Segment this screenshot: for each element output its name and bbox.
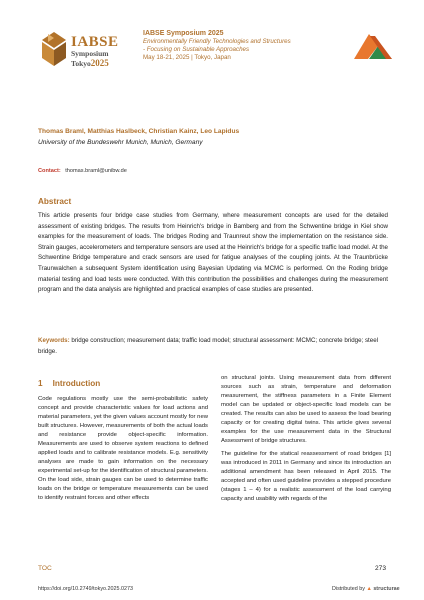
logo-year-text: 2025 — [90, 57, 109, 68]
right-column — [221, 374, 391, 508]
left-column — [38, 395, 208, 507]
author-list: Thomas Braml, Matthias Haslbeck, Christian Kainz, Leo Lapidus — [38, 128, 240, 135]
doi-link[interactable]: https://doi.org/10.2749/tokyo.2025.0273 — [38, 586, 134, 592]
logo-subtext — [71, 50, 109, 68]
keywords-label: Keywords: — [38, 337, 70, 344]
conference-date: May 18-21, 2025 | Tokyo, Japan — [143, 54, 231, 61]
toc-link[interactable]: TOC — [38, 565, 52, 572]
logo-iabse-text: IABSE — [71, 34, 119, 50]
affiliation: University of the Bundeswehr Munich, Munich, Germany — [38, 139, 203, 146]
section-title: Introduction — [52, 379, 101, 388]
intro-paragraph-2: on structural joints. Using measurement data from different sources such as strain, temperature and deformation measurement, the stiffness parameters in a Finite Element model can be updated or object-specific load models can be created. The results can also be used to assess the load bearing capacity or for creating digital twins. This article gives several examples for the use measurement data in the Structural Assessment of bridge structures. — [221, 375, 391, 444]
conference-theme-line2: - Focusing on Sustainable Approaches — [143, 46, 250, 53]
abstract-heading: Abstract — [38, 197, 72, 206]
iabse-symbol-icon — [36, 30, 72, 70]
contact-label: Contact: — [38, 168, 61, 174]
conference-title: IABSE Symposium 2025 — [143, 30, 224, 37]
structurae-triangle-icon — [354, 32, 392, 60]
section-heading-introduction — [38, 379, 100, 388]
keywords-text: bridge construction; measurement data; traffic load model; structural assessment: MCMC; concrete bridge; steel bridge. — [38, 337, 379, 355]
intro-paragraph-1: Code regulations mostly use the semi-probabilistic safety concept and provide characteristic values for load actions and material parameters, yet the given values account mostly for new built structures. However, measurements of both the actual loads and resistance provide object-specific information. Measurements are used to observe system reactions to defined applied loads and to calibrate resistance models. E.g. sensitivity analyses are made to gain information on the necessary experimental set-up for the identification of structural parameters. On the load side, strain gauges can be used to determine traffic loads on the bridge or temperature measurements can be used to identify restraint forces and other effects — [38, 396, 208, 501]
distributor-name: structurae — [373, 586, 400, 592]
iabse-logo — [36, 30, 128, 72]
conference-theme-line1: Environmentally Friendly Technologies and Structures — [143, 38, 291, 45]
abstract-text: This article presents four bridge case studies from Germany, where measurement concepts are used for the detailed assessment of existing bridges. The results from Heinrich's bridge in Bamberg and from the Schwentine bridge in Kiel show examples for the measurement of loads. The bridges Roding and Traunreut show the implementation on the resistance side. Strain gauges, accelerometers and temperature sensors are used at the Heinrich's bridge for a specific traffic load model. At the Schwentine Bridge temperature and crack sensors are used for fatigue analyses of the coupling joints. At the Traunbrücke Traunwalchen a subsequent System identification using Bayesian Updating via MCMC is performed. On the Roding bridge material testing and load tests were conducted. With this contribution the possibilities and challenges during the measurement program and the data analysis are highlighted and practical examples of case studies are presented. — [38, 212, 388, 294]
structurae-small-icon: ▲ — [366, 586, 372, 592]
contact-email[interactable]: thomas.braml@unibw.de — [65, 168, 127, 174]
conference-info — [143, 30, 343, 62]
distributed-by — [332, 586, 400, 592]
logo-symposium-text: Symposium — [71, 49, 109, 58]
intro-paragraph-3: The guideline for the statical reassessment of road bridges [1] was introduced in 2011 in Germany and since its introduction an additional amendment has been released in April 2015. The accepted and often used guideline provides a stepped procedure (stages 1 – 4) for a realistic assessment of the load carrying capacity and usability with regards of the — [221, 451, 391, 502]
page-number: 273 — [375, 565, 387, 572]
keywords-line — [38, 336, 388, 357]
distributed-by-label: Distributed by — [332, 586, 365, 592]
section-number: 1 — [38, 379, 43, 388]
contact-line — [38, 168, 127, 174]
logo-city-text: Tokyo — [71, 58, 91, 68]
